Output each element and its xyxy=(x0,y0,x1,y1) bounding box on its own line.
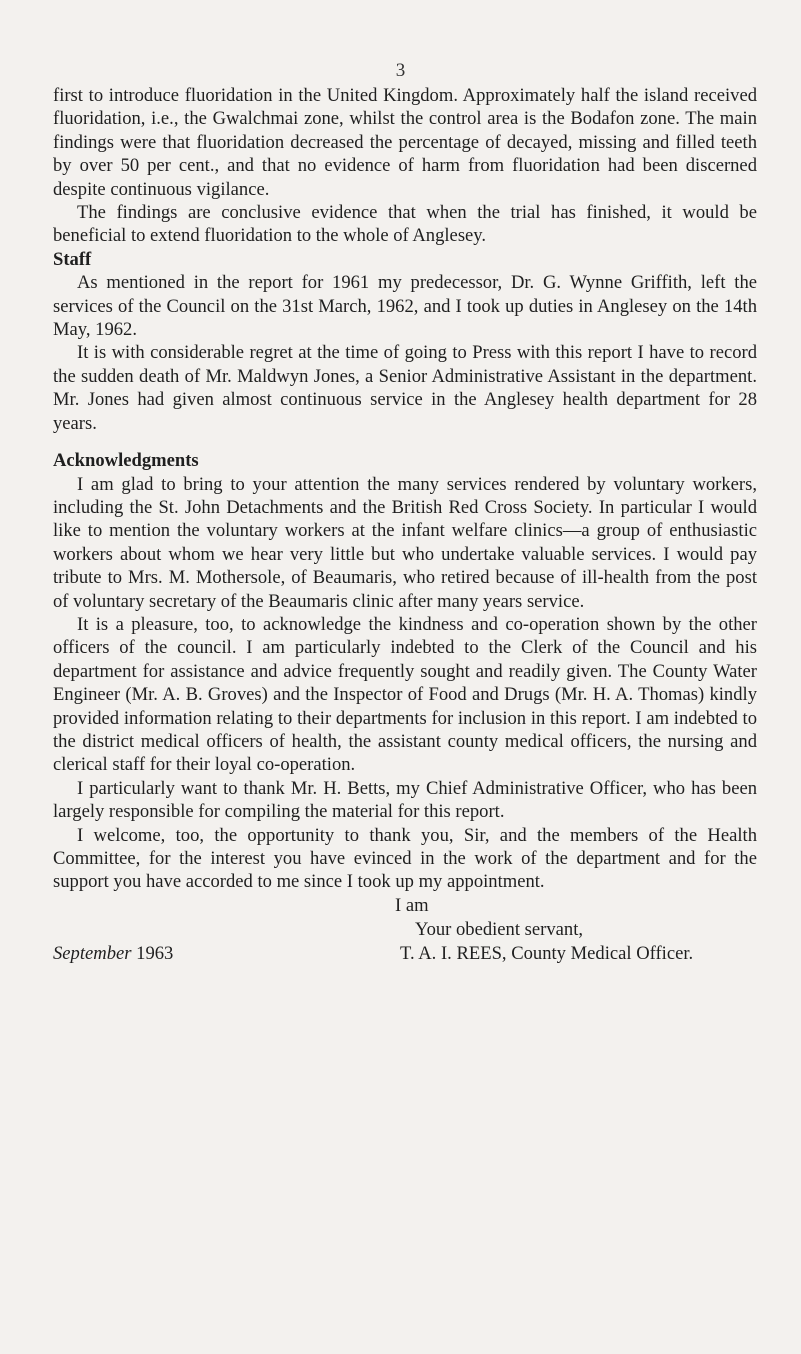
paragraph-fluoridation-conclusion: The findings are conclusive evidence that when the trial has finished, it would be beneficial to extend fluoridation to the whole of Anglesey. xyxy=(53,202,757,247)
section-heading-staff: Staff xyxy=(53,248,92,270)
section-heading-acknowledgments: Acknowledgments xyxy=(53,450,199,472)
paragraph-committee-thanks: I welcome, too, the opportunity to thank you, Sir, and the members of the Health Committee, for the interest you have evinced in the work of the department and for the support you have accorded to me since I took up my appointment. xyxy=(53,824,757,893)
closing-date-year: 1963 xyxy=(136,942,174,964)
paragraph-death-notice: It is with considerable regret at the time of going to Press with this report I have to record the sudden death of Mr. Maldwyn Jones, a Senior Administrative Assistant in the department. Mr. Jones had given almost continuous service in the Anglesey health department for 28 years. xyxy=(53,342,757,434)
document-body xyxy=(53,84,757,966)
closing-servant: Your obedient servant, xyxy=(415,918,584,940)
paragraph-fluoridation-findings: first to introduce fluoridation in the United Kingdom. Approximately half the island received fluoridation, i.e., the Gwalchmai zone, whilst the control area is the Bodafon zone. The main findings were that fluoridation decreased the percentage of decayed, missing and filled teeth by over 50 per cent., and that no evidence of harm from fluoridation had been discerned despite continuous vigilance. xyxy=(53,85,757,200)
page-number: 3 xyxy=(395,60,406,81)
paragraph-co-operation: It is a pleasure, too, to acknowledge the kindness and co-operation shown by the other officers of the council. I am particularly indebted to the Clerk of the Council and his department for assistance and advice frequently sought and readily given. The County Water Engineer (Mr. A. B. Groves) and the Inspector of Food and Drugs (Mr. H. A. Thomas) kindly provided information relating to their departments for inclusion in this report. I am indebted to the district medical officers of health, the assistant county medical officers, the nursing and clerical staff for their loyal co-operation. xyxy=(53,613,757,776)
closing-date xyxy=(53,942,173,965)
closing-date-month: September xyxy=(53,942,132,964)
closing-signature: T. A. I. REES, County Medical Officer. xyxy=(400,942,694,964)
paragraph-voluntary-workers: I am glad to bring to your attention the many services rendered by voluntary workers, including the St. John Detachments and the British Red Cross Society. In particular I would like to mention the voluntary workers at the infant welfare clinics—a group of enthusiastic workers about whom we hear very little but who undertake valuable services. I would pay tribute to Mrs. M. Mothersole, of Beaumaris, who retired because of ill-health from the post of voluntary secretary of the Beaumaris clinic after many years service. xyxy=(53,473,757,612)
closing-i-am: I am xyxy=(395,894,429,916)
paragraph-betts-thanks: I particularly want to thank Mr. H. Betts, my Chief Administrative Officer, who has been largely responsible for compiling the material for this report. xyxy=(53,777,757,823)
paragraph-predecessor: As mentioned in the report for 1961 my predecessor, Dr. G. Wynne Griffith, left the services of the Council on the 31st March, 1962, and I took up duties in Anglesey on the 14th May, 1962. xyxy=(53,272,757,341)
letter-closing xyxy=(53,894,757,966)
